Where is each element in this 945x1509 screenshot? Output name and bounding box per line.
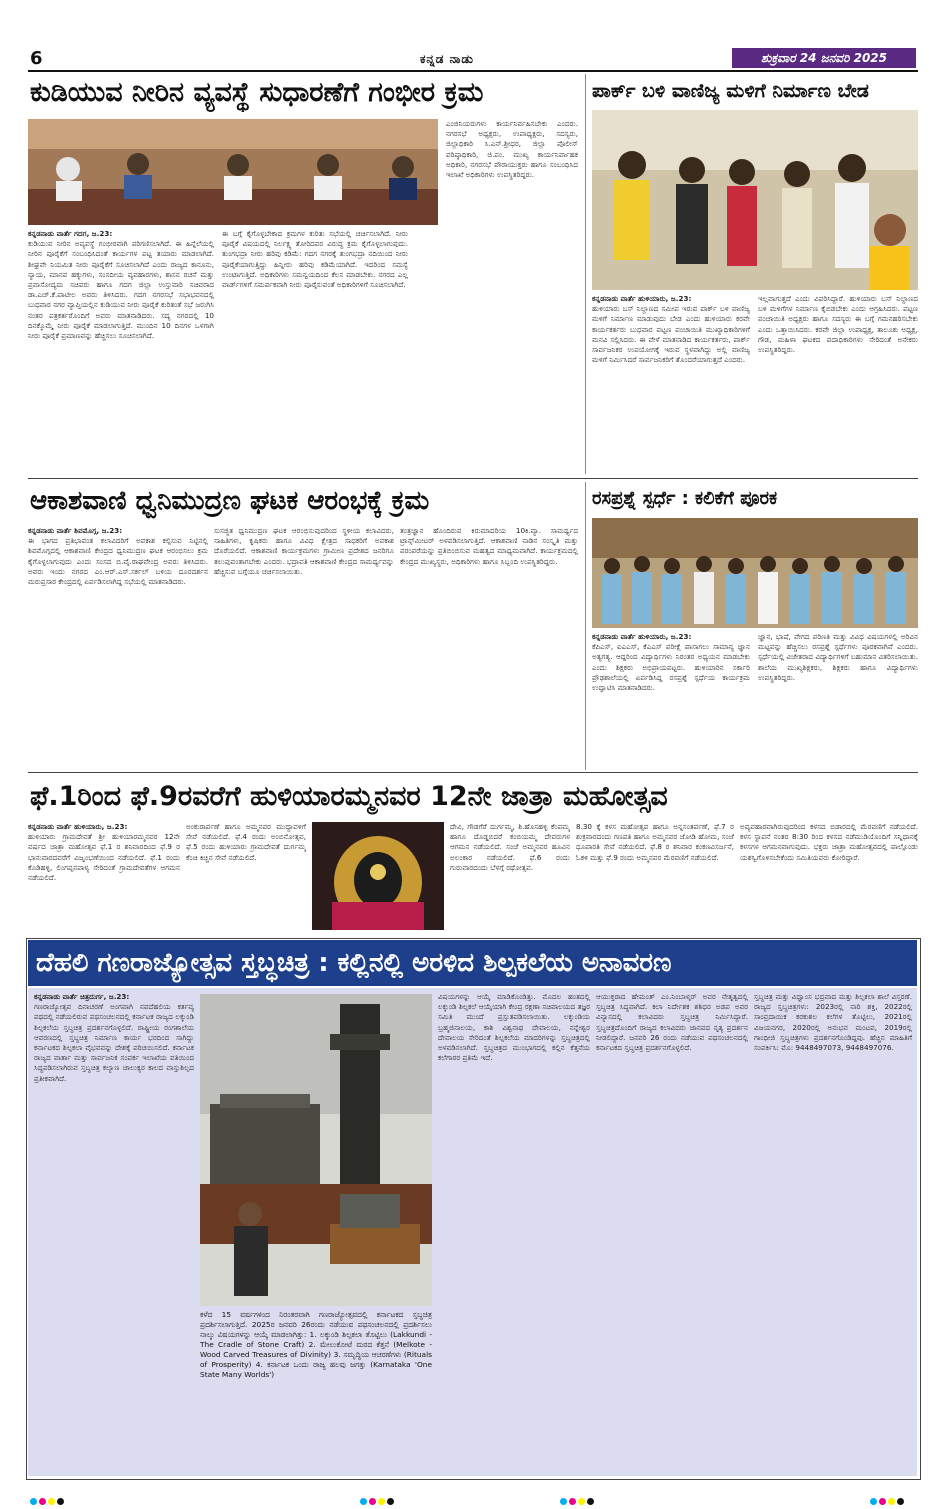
story6-photo-caption: ಕಳೆದ 15 ವರ್ಷಗಳಿಂದ ನಿರಂತರವಾಗಿ ಗಣರಾಜ್ಯೋತ್ಸವದಲ್ಲಿ ಕರ್ನಾಟಕದ ಸ್ತಬ್ಧಚಿತ್ರ ಪ್ರದರ್ಶಿಸಲಾಗುತ್ತಿದೆ. 2025ರ ಜನವರಿ 26ರಂದು ನಡೆಯುವ ಪಥಸಂಚಲನದಲ್ಲಿ ಪ್ರದರ್ಶಿಸಲು ನಾಲ್ಕು ವಿಷಯಗಳನ್ನು ಆಯ್ಕೆ ಮಾಡಲಾಗಿತ್ತು: 1. ಲಕ್ಕುಂಡಿ ಶಿಲ್ಪಕಲಾ ತೊಟ್ಟಿಲು (Lakkundi - The Cradle of Stone Craft) 2. ಮೇಲುಕೋಟೆ ಮರದ ಕೆತ್ತನೆ (Melkote - Wood Carved Treasures of Divinity) 3. ಸಮೃದ್ಧಿಯ ಆಚರಣೆಗಳು (Rituals of Prosperity) 4. ಕರ್ನಾಟಕ ಒಂದು ರಾಜ್ಯ ಹಲವು ಜಗತ್ತು (Karnataka 'One State Many Worlds') bbox=[200, 1310, 432, 1379]
story5-body-4: 8.30 ಕ್ಕೆ ಕಳಸ ಮಹೋತ್ಸವ ಹಾಗೂ ಅನ್ನಸಂತರ್ಪಣೆ, ಫೆ.7 ರ ಶುಕ್ರವಾರದಂದು ಗಣಪತಿ ಹಾಗೂ ಅಮ್ಮನವರ ಜೋಡಿ ಹೋಮ, ಸಂಜೆ ಧೂಪಾರತಿ ಸೇವೆ ನಡೆಯಲಿದೆ. ಫೆ.8 ರ ಶನಿವಾರ ಕಂಕಣವಿಸರ್ಜನೆ, ಓಕಳಿ ಮತ್ತು ಫೆ.9 ರಂದು ಅಮ್ಮನವರ ಮೆರವಣಿಗೆ ನಡೆಯಲಿದೆ. bbox=[576, 822, 734, 862]
column-divider bbox=[585, 482, 586, 770]
memorandum-photo-icon bbox=[592, 110, 918, 290]
story5-column-5 bbox=[740, 822, 918, 932]
story5-body-3: ದೇವಿ, ಗೌಡಗೆರೆ ದುರ್ಗಮ್ಮ, ಶಿ.ಹೊಸಹಳ್ಳಿ ಕೆಂಪಮ್ಮ ಹಾಗೂ ದೊಡ್ಡಬಿದರೆ ಕಂಬಿಯಮ್ಮ ದೇವರುಗಳ ಆಗಮನ ನಡೆಯಲಿದೆ. ಸಂಜೆ ಅಮ್ಮನವರ ಹೂವಿನ ಅಲಂಕಾರ ನಡೆಯಲಿದೆ. ಫೆ.6 ರಂದು ಗುರುವಾರದಂದು ಬೆಳಗ್ಗೆ ರಥೋತ್ಸವ. bbox=[450, 822, 570, 872]
story4-body-2: ಜ್ಞಾನ, ಭಾಷೆ, ವೇಗದ ಪರಿಣತಿ ಮತ್ತು ವಿವಿಧ ವಿಷಯಗಳಲ್ಲಿ ಅರಿವಿನ ಮಟ್ಟವನ್ನು ಹೆಚ್ಚಿಸಲು ರಸಪ್ರಶ್ನೆ ಸ್ಪರ್ಧೆಗಳು ಪೂರಕವಾಗಿವೆ ಎಂದರು. ಸ್ಪರ್ಧೆಯಲ್ಲಿ ವಿಜೇತರಾದ ವಿದ್ಯಾರ್ಥಿಗಳಿಗೆ ಬಹುಮಾನ ವಿತರಿಸಲಾಯಿತು. ಶಾಲೆಯ ಮುಖ್ಯಶಿಕ್ಷಕರು, ಶಿಕ್ಷಕರು ಹಾಗೂ ವಿದ್ಯಾರ್ಥಿಗಳು ಉಪಸ್ಥಿತರಿದ್ದರು. bbox=[758, 632, 918, 682]
story3-column-2 bbox=[214, 526, 394, 766]
story1-photo bbox=[28, 119, 438, 225]
section-rule bbox=[28, 772, 918, 773]
story6-headline: ದೆಹಲಿ ಗಣರಾಜ್ಯೋತ್ಸವ ಸ್ತಬ್ಧಚಿತ್ರ : ಕಲ್ಲಿನಲ್ಲಿ ಅರಳಿದ ಶಿಲ್ಪಕಲೆಯ ಅನಾವರಣ bbox=[28, 940, 917, 986]
section-rule bbox=[28, 478, 918, 479]
tableau-photo-icon bbox=[200, 994, 432, 1306]
page-number: 6 bbox=[30, 48, 43, 69]
header-rule bbox=[28, 70, 918, 72]
story2-body-2: ಇಲ್ಲವಾಗುತ್ತದೆ ಎಂದು ವಿವರಿಸಿದ್ದಾರೆ. ಹುಳಿಯಾರು ಬಸ್ ನಿಲ್ದಾಣದ ಬಳಿ ಮಳಿಗೆಗಳ ನಿರ್ಮಾಣ ಕೈಬಿಡಬೇಕು ಎಂದು ಆಗ್ರಹಿಸಿದರು. ಪಟ್ಟಣ ಪಂಚಾಯಿತಿ ಅಧ್ಯಕ್ಷರು ಹಾಗೂ ಸದಸ್ಯರು ಈ ಬಗ್ಗೆ ಗಮನಹರಿಸಬೇಕು ಎಂದು ಒತ್ತಾಯಿಸಿದರು. ಕರವೇ ಜಿಲ್ಲಾ ಉಪಾಧ್ಯಕ್ಷ, ತಾಲೂಕು ಅಧ್ಯಕ್ಷ, ಗೌಡ, ಮಹಿಳಾ ಘಟಕದ ಪದಾಧಿಕಾರಿಗಳು ಸೇರಿದಂತೆ ಅನೇಕರು ಉಪಸ್ಥಿತರಿದ್ದರು. bbox=[758, 294, 918, 355]
story5-body-5: ಅವ್ಯವಹಾರವಾಗಿರುವುದರಿಂದ ಕಳಸದ ಬಿಡಾರದಲ್ಲಿ ಮೆರವಣಿಗೆ ನಡೆಯಲಿದೆ. ಕಳಸ ಸ್ಥಾಪನೆ ನಂತರ 8:30 ರಿಂದ ಕಳಸದ ನಡೆಮುಡಿಯೊಂದಿಗೆ ಸನ್ನಿಧಾನಕ್ಕೆ ಕಳಸಗಳ ಆಗಮನವಾಗುವುದು. ಭಕ್ತರು ಜಾತ್ರಾ ಮಹೋತ್ಸವದಲ್ಲಿ ಪಾಲ್ಗೊಂಡು ಯಶಸ್ವಿಗೊಳಿಸಬೇಕೆಂದು ಸಮಿತಿಯವರು ಕೋರಿದ್ದಾರೆ. bbox=[740, 822, 918, 862]
story6-body-4: ಸ್ತಬ್ಧಚಿತ್ರ ಮತ್ತು ವಿಧ್ವಾಂಸ ಭದ್ರವಾದ ಮತ್ತು ಶಿಲ್ಪಕಲಾ ಶಾಲೆ ವಿಸ್ತರಣೆ. ರಾಜ್ಯದ ಸ್ತಬ್ಧಚಿತ್ರಗಳು: 2023ರಲ್ಲಿ ನಾರಿ ಶಕ್ತಿ, 2022ರಲ್ಲಿ ಸಾಂಪ್ರದಾಯಿಕ ಕರಕುಶಲ ಕಲೆಗಳ ತೊಟ್ಟಿಲು, 2021ರಲ್ಲಿ ವಿಜಯನಗರ, 2020ರಲ್ಲಿ ಅನುಭವ ಮಂಟಪ, 2019ರಲ್ಲಿ ಗಾಂಧೀಜಿ ಸ್ತಬ್ಧಚಿತ್ರಗಳು ಪ್ರದರ್ಶನಗೊಂಡಿದ್ದವು. ಹೆಚ್ಚಿನ ಮಾಹಿತಿಗೆ ಸಂಪರ್ಕಿಸಿ: ಮೊ: 9448497073, 9448497076. bbox=[754, 992, 912, 1053]
story2-photo bbox=[592, 110, 918, 290]
story1-body-2: ಈ ಬಗ್ಗೆ ಕೈಗೊಳ್ಳಬೇಕಾದ ಕ್ರಮಗಳ ಕುರಿತು ಸಭೆಯಲ್ಲಿ ಚರ್ಚಿಸಲಾಗಿದೆ. ನೀರು ಪೂರೈಕೆ ವಿಷಯದಲ್ಲಿ ನಿರ್ಲಕ್ಷ್ಯ ತೋರಿದವರ ವಿರುದ್ಧ ಕ್ರಮ ಕೈಗೊಳ್ಳಲಾಗುವುದು. ತುಂಗಭದ್ರಾ ನೀರು ಹರಿವು ಕಡಿಮೆ: ಗದಗ ನಗರಕ್ಕೆ ತುಂಗಭದ್ರಾ ನದಿಯಿಂದ ನೀರು ಪೂರೈಕೆಯಾಗುತ್ತಿದ್ದು ಹಿನ್ನೀರು ಹರಿವು ಕಡಿಮೆಯಾಗಿದೆ. ಇದರಿಂದ ಸಮಸ್ಯೆ ಉಂಟಾಗುತ್ತಿದೆ. ಅಧಿಕಾರಿಗಳು ಸಮನ್ವಯದಿಂದ ಕೆಲಸ ಮಾಡಬೇಕು. ನಗರದ ಎಲ್ಲ ವಾರ್ಡ್‌ಗಳಿಗೆ ಸಮರ್ಪಕವಾಗಿ ನೀರು ಪೂರೈಸುವಂತೆ ಅಧಿಕಾರಿಗಳಿಗೆ ಸೂಚಿಸಲಾಗಿದೆ. bbox=[222, 229, 408, 290]
masthead-brand: ಕನ್ನಡ ನಾಡು bbox=[420, 52, 474, 66]
story6-column-4 bbox=[754, 992, 912, 1472]
story6-photo bbox=[200, 994, 432, 1306]
story4-headline: ರಸಪ್ರಶ್ನೆ ಸ್ಪರ್ಧೆ : ಕಲಿಕೆಗೆ ಪೂರಕ bbox=[592, 488, 778, 509]
story6-body-2: ವಿಷಯಗಳನ್ನು ಆಯ್ಕೆ ಮಾಡಿಕೊಂಡಿತ್ತು. ಮೊದಲ ಹಂತದಲ್ಲಿ ಲಕ್ಕುಂಡಿ ಶಿಲ್ಪಕಲೆ ಆಯ್ಕೆಯಾಗಿ ಕೇಂದ್ರ ರಕ್ಷಣಾ ಸಚಿವಾಲಯದ ತಜ್ಞರ ಸಮಿತಿ ಮುಂದೆ ಪ್ರಸ್ತುತಪಡಿಸಲಾಯಿತು. ಲಕ್ಕುಂಡಿಯ ಬ್ರಹ್ಮಜಿನಾಲಯ, ಕಾಶಿ ವಿಶ್ವನಾಥ ದೇವಾಲಯ, ನನ್ನೇಶ್ವರ ದೇವಾಲಯ ಸೇರಿದಂತೆ ಶಿಲ್ಪಕಲೆಯ ಮಾದರಿಗಳನ್ನು ಸ್ತಬ್ಧಚಿತ್ರದಲ್ಲಿ ಅಳವಡಿಸಲಾಗಿದೆ. ಸ್ತಬ್ಧಚಿತ್ರದ ಮುಂಭಾಗದಲ್ಲಿ ಕಲ್ಲಿನ ಕೆತ್ತನೆಯ ಕಲೆಗಾರರ ಪ್ರತಿಮೆ ಇದೆ. bbox=[438, 992, 590, 1063]
story1-column-2 bbox=[222, 229, 408, 469]
story6-body-1: ಗಣರಾಜ್ಯೋತ್ಸವ ದಿನಾಚರಣೆ ಅಂಗವಾಗಿ ನವದೆಹಲಿಯ ಕರ್ತವ್ಯ ಪಥದಲ್ಲಿ ನಡೆಯಲಿರುವ ಪಥಸಂಚಲನದಲ್ಲಿ ಕರ್ನಾಟಕ ರಾಜ್ಯದ ಲಕ್ಕುಂಡಿ ಶಿಲ್ಪಕಲೆಯ ಸ್ತಬ್ಧಚಿತ್ರ ಪ್ರದರ್ಶನಗೊಳ್ಳಲಿದೆ. ರಾಷ್ಟ್ರೀಯ ರಂಗಶಾಲೆಯ ಆವರಣದಲ್ಲಿ ಸ್ತಬ್ಧಚಿತ್ರ ನಿರ್ಮಾಣ ಕಾರ್ಯ ಭರದಿಂದ ಸಾಗಿದ್ದು ಕರ್ನಾಟಕದ ಶಿಲ್ಪಕಲಾ ವೈಭವವನ್ನು ದೇಶಕ್ಕೆ ಪರಿಚಯಿಸಲಿದೆ. ಕರ್ನಾಟಕ ರಾಜ್ಯದ ವಾರ್ತಾ ಮತ್ತು ಸಾರ್ವಜನಿಕ ಸಂಪರ್ಕ ಇಲಾಖೆಯ ವತಿಯಿಂದ ಸಿದ್ಧಪಡಿಸಲಾಗಿರುವ ಸ್ತಬ್ಧಚಿತ್ರ ಕಲ್ಯಾಣ ಚಾಲುಕ್ಯರ ಕಾಲದ ವಾಸ್ತುಶಿಲ್ಪದ ಪ್ರತೀಕವಾಗಿದೆ. bbox=[34, 1002, 194, 1083]
story3-headline: ಆಕಾಶವಾಣಿ ಧ್ವನಿಮುದ್ರಣ ಘಟಕ ಆರಂಭಕ್ಕೆ ಕ್ರಮ bbox=[30, 486, 430, 516]
story1-column-3 bbox=[446, 119, 578, 469]
story4-column-1 bbox=[592, 632, 750, 768]
page-header bbox=[0, 0, 945, 72]
story5-photo bbox=[312, 822, 444, 930]
deity-photo-icon bbox=[312, 822, 444, 930]
students-photo-icon bbox=[592, 518, 918, 628]
story5-byline: ಕನ್ನಡನಾಡು ವಾರ್ತೆ ಹುಳಿಯಾರು, ಜ.23: bbox=[28, 822, 128, 831]
registration-marks-center-left bbox=[360, 1490, 396, 1509]
story2-column-1 bbox=[592, 294, 750, 474]
story3-body-1: ಈ ಭಾಗದ ಪ್ರತಿಭಾವಂತ ಕಲಾವಿದರಿಗೆ ಅವಕಾಶ ಕಲ್ಪಿಸುವ ನಿಟ್ಟಿನಲ್ಲಿ ಶಿವಮೊಗ್ಗದಲ್ಲಿ ಆಕಾಶವಾಣಿ ಕೇಂದ್ರದ ಧ್ವನಿಮುದ್ರಣ ಘಟಕ ಆರಂಭಿಸಲು ಕ್ರಮ ಕೈಗೊಳ್ಳಲಾಗುವುದು ಎಂದು ಸಂಸದ ಬಿ.ವೈ.ರಾಘವೇಂದ್ರ ಅವರು ತಿಳಿಸಿದರು. ಅವರು ಇಂದು ನಗರದ ಎಂ.ಆರ್.ಎಸ್.ಸರ್ಕಲ್ ಬಳಿಯ ದೂರದರ್ಶನ ಮರುಪ್ರಸಾರ ಕೇಂದ್ರದಲ್ಲಿ ಏರ್ಪಡಿಸಲಾಗಿದ್ದ ಸಭೆಯಲ್ಲಿ ಮಾತನಾಡಿದರು. bbox=[28, 536, 208, 587]
story1-body-1: ಕುಡಿಯುವ ನೀರಿನ ಅವ್ಯವಸ್ಥೆ ಗಂಭೀರವಾಗಿ ಪರಿಗಣಿಸಲಾಗಿದೆ. ಈ ಹಿನ್ನೆಲೆಯಲ್ಲಿ ನೀರಿನ ಪೂರೈಕೆಗೆ ಸಂಬಂಧಿಸಿದಂತೆ ಕಾರ್ಯಗಳ ಪಟ್ಟ ತಯಾರು ಮಾಡಲಾಗಿದೆ. ಶೀಘ್ರವೇ ನಿಯಮಿತ ನೀರು ಪೂರೈಕೆಗೆ ಸೂಚಿಸಲಾಗಿದೆ ಎಂದು ರಾಜ್ಯದ ಕಾನೂನು, ನ್ಯಾಯ, ಮಾನವ ಹಕ್ಕುಗಳು, ಸಂಸದೀಯ ವ್ಯವಹಾರಗಳು, ಶಾಸನ ರಚನೆ ಮತ್ತು ಪ್ರವಾಸೋದ್ಯಮ ಸಚಿವರು ಹಾಗೂ ಗದಗ ಜಿಲ್ಲಾ ಉಸ್ತುವಾರಿ ಸಚಿವರಾದ ಡಾ.ಎಚ್.ಕೆ.ಪಾಟೀಲ ಅವರು ತಿಳಿಸಿದರು. ಗದಗ ನಗರಸಭೆ ಸಭಾಭವನದಲ್ಲಿ ಬುಧವಾರ ನಗರ ವ್ಯಾಪ್ತಿಯಲ್ಲಿನ ಕುಡಿಯುವ ನೀರು ಪೂರೈಕೆ ಕುರಿತಂತೆ ಸಭೆ ಜರುಗಿಸಿ ನಂತರ ಪತ್ರಕರ್ತರೊಂದಿಗೆ ಅವರು ಮಾತನಾಡಿದರು. ಸದ್ಯ ನಗರದಲ್ಲಿ 10 ದಿನಕ್ಕೊಮ್ಮೆ ನೀರು ಪೂರೈಕೆ ಮಾಡಲಾಗುತ್ತಿದೆ. ಮುಂದಿನ 10 ದಿನಗಳ ಒಳಗಾಗಿ ನೀರು ಪೂರೈಕೆ ಪ್ರಮಾಣವನ್ನು ಹೆಚ್ಚಿಸಲು ಸೂಚಿಸಲಾಗಿದೆ. bbox=[28, 239, 214, 341]
story4-byline: ಕನ್ನಡನಾಡು ವಾರ್ತೆ ಹುಳಿಯಾರು, ಜ.23: bbox=[592, 632, 692, 641]
story4-body-1: ಕೆಪಿಎಸ್, ಐಎಎಸ್, ಕೆಎಎಸ್ ಪರೀಕ್ಷೆ ಪಾಸಾಗಲು ಸಾಮಾನ್ಯ ಜ್ಞಾನ ಅತ್ಯಗತ್ಯ. ಆದ್ದರಿಂದ ವಿದ್ಯಾರ್ಥಿಗಳು ನಿರಂತರ ಅಧ್ಯಯನ ಮಾಡಬೇಕು ಎಂದು ಶಿಕ್ಷಕರು ಅಭಿಪ್ರಾಯಪಟ್ಟರು. ಹುಳಿಯಾರಿನ ಸರ್ಕಾರಿ ಪ್ರೌಢಶಾಲೆಯಲ್ಲಿ ಏರ್ಪಡಿಸಿದ್ದ ರಸಪ್ರಶ್ನೆ ಸ್ಪರ್ಧೆಯ ಕಾರ್ಯಕ್ರಮ ಉದ್ಘಾಟಿಸಿ ಮಾತನಾಡಿದರು. bbox=[592, 642, 750, 693]
story6-body-3: ಆಯುಕ್ತರಾದ ಹೇಮಂತ್ ಎಂ.ನಿಂಬಾಳ್ಕರ್ ಅವರ ನೇತೃತ್ವದಲ್ಲಿ ಸ್ತಬ್ಧಚಿತ್ರ ಸಿದ್ಧವಾಗಿದೆ. ಕಲಾ ನಿರ್ದೇಶಕ ಶಶಿಧರ ಅಡಪ ಅವರ ವಿನ್ಯಾಸದಲ್ಲಿ ಕಲಾವಿದರು ಸ್ತಬ್ಧಚಿತ್ರ ನಿರ್ಮಿಸಿದ್ದಾರೆ. ಸ್ತಬ್ಧಚಿತ್ರದೊಂದಿಗೆ ರಾಜ್ಯದ ಕಲಾವಿದರು ಜಾನಪದ ನೃತ್ಯ ಪ್ರದರ್ಶನ ನೀಡಲಿದ್ದಾರೆ. ಜನವರಿ 26 ರಂದು ನಡೆಯುವ ಪಥಸಂಚಲನದಲ್ಲಿ ಕರ್ನಾಟಕದ ಸ್ತಬ್ಧಚಿತ್ರ ಪ್ರದರ್ಶನಗೊಳ್ಳಲಿದೆ. bbox=[596, 992, 748, 1053]
story2-body-1: ಹುಳಿಯಾರು ಬಸ್ ನಿಲ್ದಾಣದ ಸಮೀಪ ಇರುವ ಪಾರ್ಕ್ ಬಳಿ ವಾಣಿಜ್ಯ ಮಳಿಗೆ ನಿರ್ಮಾಣ ಮಾಡುವುದು ಬೇಡ ಎಂದು ಹುಳಿಯಾರು ಕರವೇ ಕಾರ್ಯಕರ್ತರು ಬುಧವಾರ ಪಟ್ಟಣ ಪಂಚಾಯಿತಿ ಮುಖ್ಯಾಧಿಕಾರಿಗಳಿಗೆ ಮನವಿ ಸಲ್ಲಿಸಿದರು. ಈ ವೇಳೆ ಮಾತನಾಡಿದ ಕಾರ್ಯಕರ್ತರು, ಪಾರ್ಕ್ ಸಾರ್ವಜನಿಕರ ಉಪಯೋಗಕ್ಕೆ ಇರುವ ಸ್ಥಳವಾಗಿದ್ದು ಅಲ್ಲಿ ವಾಣಿಜ್ಯ ಮಳಿಗೆ ನಿರ್ಮಿಸಿದರೆ ಸಾರ್ವಜನಿಕರಿಗೆ ತೊಂದರೆಯಾಗುತ್ತದೆ ಎಂದರು. bbox=[592, 304, 750, 365]
issue-date: ಶುಕ್ರವಾರ 24 ಜನವರಿ 2025 bbox=[732, 48, 916, 68]
registration-marks-center-right bbox=[560, 1490, 596, 1509]
story2-column-2 bbox=[758, 294, 918, 474]
story5-headline: ಫೆ.1ರಿಂದ ಫೆ.9ರವರೆಗೆ ಹುಳಿಯಾರಮ್ಮನವರ 12ನೇ ಜಾತ್ರಾ ಮಹೋತ್ಸವ bbox=[30, 781, 668, 812]
story5-column-2 bbox=[186, 822, 306, 932]
registration-marks-left bbox=[30, 1490, 66, 1509]
story5-column-3 bbox=[450, 822, 570, 932]
column-divider bbox=[585, 74, 586, 474]
story3-body-3: ತಂತ್ರಜ್ಞಾನ ಹೊಂದಿರುವ ಕಿರುಮಾದರಿಯ 10ಕಿ.ವ್ಯಾ. ಸಾಮರ್ಥ್ಯದ ಟ್ರಾನ್ಸ್‌ಮೀಟರ್ ಅಳವಡಿಸಲಾಗುತ್ತಿದೆ. ಆಕಾಶವಾಣಿ ನಾಡಿನ ಸಂಸ್ಕೃತಿ ಮತ್ತು ಪರಂಪರೆಯನ್ನು ಪ್ರತಿಬಿಂಬಿಸುವ ಮಹತ್ವದ ಮಾಧ್ಯಮವಾಗಿದೆ. ಕಾರ್ಯಕ್ರಮದಲ್ಲಿ ಕೇಂದ್ರದ ಮುಖ್ಯಸ್ಥರು, ಅಧಿಕಾರಿಗಳು ಹಾಗೂ ಸಿಬ್ಬಂದಿ ಉಪಸ್ಥಿತರಿದ್ದರು. bbox=[400, 526, 578, 566]
story3-byline: ಕನ್ನಡನಾಡು ವಾರ್ತೆ ಶಿವಮೊಗ್ಗ, ಜ.23: bbox=[28, 526, 123, 535]
story5-body-2: ಅಂಕುರಾರ್ಪಣೆ ಹಾಗೂ ಅಮ್ಮನವರ ಮುದ್ದಾವಳಿಗೆ ಸೇವೆ ನಡೆಯಲಿದೆ. ಫೆ.4 ರಂದು ಅಂಬಿನೋತ್ಸವ, ಫೆ.5 ರಂದು ಹುಳಿಯಾರು ಗ್ರಾಮದೇವತೆ ದುರ್ಗಮ್ಮ ಕೆಂಚಿ ಕಿಚ್ಚಿನ ಸೇವೆ ನಡೆಯಲಿದೆ. bbox=[186, 822, 306, 862]
story1-headline: ಕುಡಿಯುವ ನೀರಿನ ವ್ಯವಸ್ಥೆ ಸುಧಾರಣೆಗೆ ಗಂಭೀರ ಕ್ರಮ bbox=[30, 77, 484, 108]
registration-marks-right bbox=[870, 1490, 906, 1509]
story5-column-4 bbox=[576, 822, 734, 932]
story2-headline: ಪಾರ್ಕ್ ಬಳಿ ವಾಣಿಜ್ಯ ಮಳಿಗೆ ನಿರ್ಮಾಣ ಬೇಡ bbox=[592, 80, 869, 102]
story3-column-3 bbox=[400, 526, 578, 766]
story1-column-1 bbox=[28, 229, 214, 469]
story6-column-2 bbox=[438, 992, 590, 1472]
story6-column-1 bbox=[34, 992, 194, 1472]
story4-column-2 bbox=[758, 632, 918, 768]
story5-column-1 bbox=[28, 822, 180, 932]
story5-body-1: ಹುಳಿಯಾರು ಗ್ರಾಮದೇವತೆ ಶ್ರೀ ಹುಳಿಯಾರಮ್ಮನವರ 12ನೇ ವರ್ಷದ ಜಾತ್ರಾ ಮಹೋತ್ಸವ ಫೆ.1 ರ ಶನಿವಾರದಿಂದ ಫೆ.9 ರ ಭಾನುವಾರದವರೆಗೆ ವಿಜೃಂಭಣೆಯಿಂದ ನಡೆಯಲಿದೆ. ಫೆ.1 ರಂದು ಕೊಡಿಹಳ್ಳಿ, ಲಿಂಗಪ್ಪನಪಾಳ್ಯ ಸೇರಿದಂತೆ ಗ್ರಾಮದೇವತೆಗಳ ಆಗಮನ ನಡೆಯಲಿದೆ. bbox=[28, 832, 180, 883]
story1-byline: ಕನ್ನಡನಾಡು ವಾರ್ತೆ ಗದಗ, ಜ.23: bbox=[28, 229, 113, 238]
story1-body-3: ಎಂಜಿನಿಯರುಗಳು ಕಾರ್ಯನಿರ್ವಹಿಸಬೇಕು ಎಂದರು. ನಗರಸಭೆ ಅಧ್ಯಕ್ಷರು, ಉಪಾಧ್ಯಕ್ಷರು, ಸದಸ್ಯರು, ಜಿಲ್ಲಾಧಿಕಾರಿ ಸಿ.ಎನ್.ಶ್ರೀಧರ, ಜಿಲ್ಲಾ ಪೊಲೀಸ್ ವರಿಷ್ಠಾಧಿಕಾರಿ, ಜಿ.ಪಂ. ಮುಖ್ಯ ಕಾರ್ಯನಿರ್ವಾಹಕ ಅಧಿಕಾರಿ, ನಗರಸಭೆ ಪೌರಾಯುಕ್ತರು ಹಾಗೂ ಸಂಬಂಧಿಸಿದ ಇಲಾಖೆ ಅಧಿಕಾರಿಗಳು ಉಪಸ್ಥಿತರಿದ್ದರು. bbox=[446, 119, 578, 180]
story3-column-1 bbox=[28, 526, 208, 766]
story3-body-2: ಸುಸಜ್ಜಿತ ಧ್ವನಿಮುದ್ರಣ ಘಟಕ ಆರಂಭಿಸುವುದರಿಂದ ಸ್ಥಳೀಯ ಕಲಾವಿದರು, ಸಾಹಿತಿಗಳು, ಕೃಷಿಕರು ಹಾಗೂ ವಿವಿಧ ಕ್ಷೇತ್ರದ ಸಾಧಕರಿಗೆ ಅವಕಾಶ ದೊರೆಯಲಿದೆ. ಆಕಾಶವಾಣಿ ಕಾರ್ಯಕ್ರಮಗಳು ಗ್ರಾಮೀಣ ಪ್ರದೇಶದ ಜನರಿಗೂ ತಲುಪುವಂತಾಗಬೇಕು ಎಂದರು. ಭದ್ರಾವತಿ ಆಕಾಶವಾಣಿ ಕೇಂದ್ರದ ಸಾಮರ್ಥ್ಯವನ್ನು ಹೆಚ್ಚಿಸುವ ಬಗ್ಗೆಯೂ ಚರ್ಚಿಸಲಾಯಿತು. bbox=[214, 526, 394, 576]
story4-photo bbox=[592, 518, 918, 628]
story6-byline: ಕನ್ನಡನಾಡು ವಾರ್ತೆ ಚಿತ್ರದುರ್ಗ, ಜ.23: bbox=[34, 992, 130, 1001]
story6-column-3 bbox=[596, 992, 748, 1472]
meeting-photo-icon bbox=[28, 119, 438, 225]
story2-byline: ಕನ್ನಡನಾಡು ವಾರ್ತೆ ಹುಳಿಯಾರು, ಜ.23: bbox=[592, 294, 692, 303]
